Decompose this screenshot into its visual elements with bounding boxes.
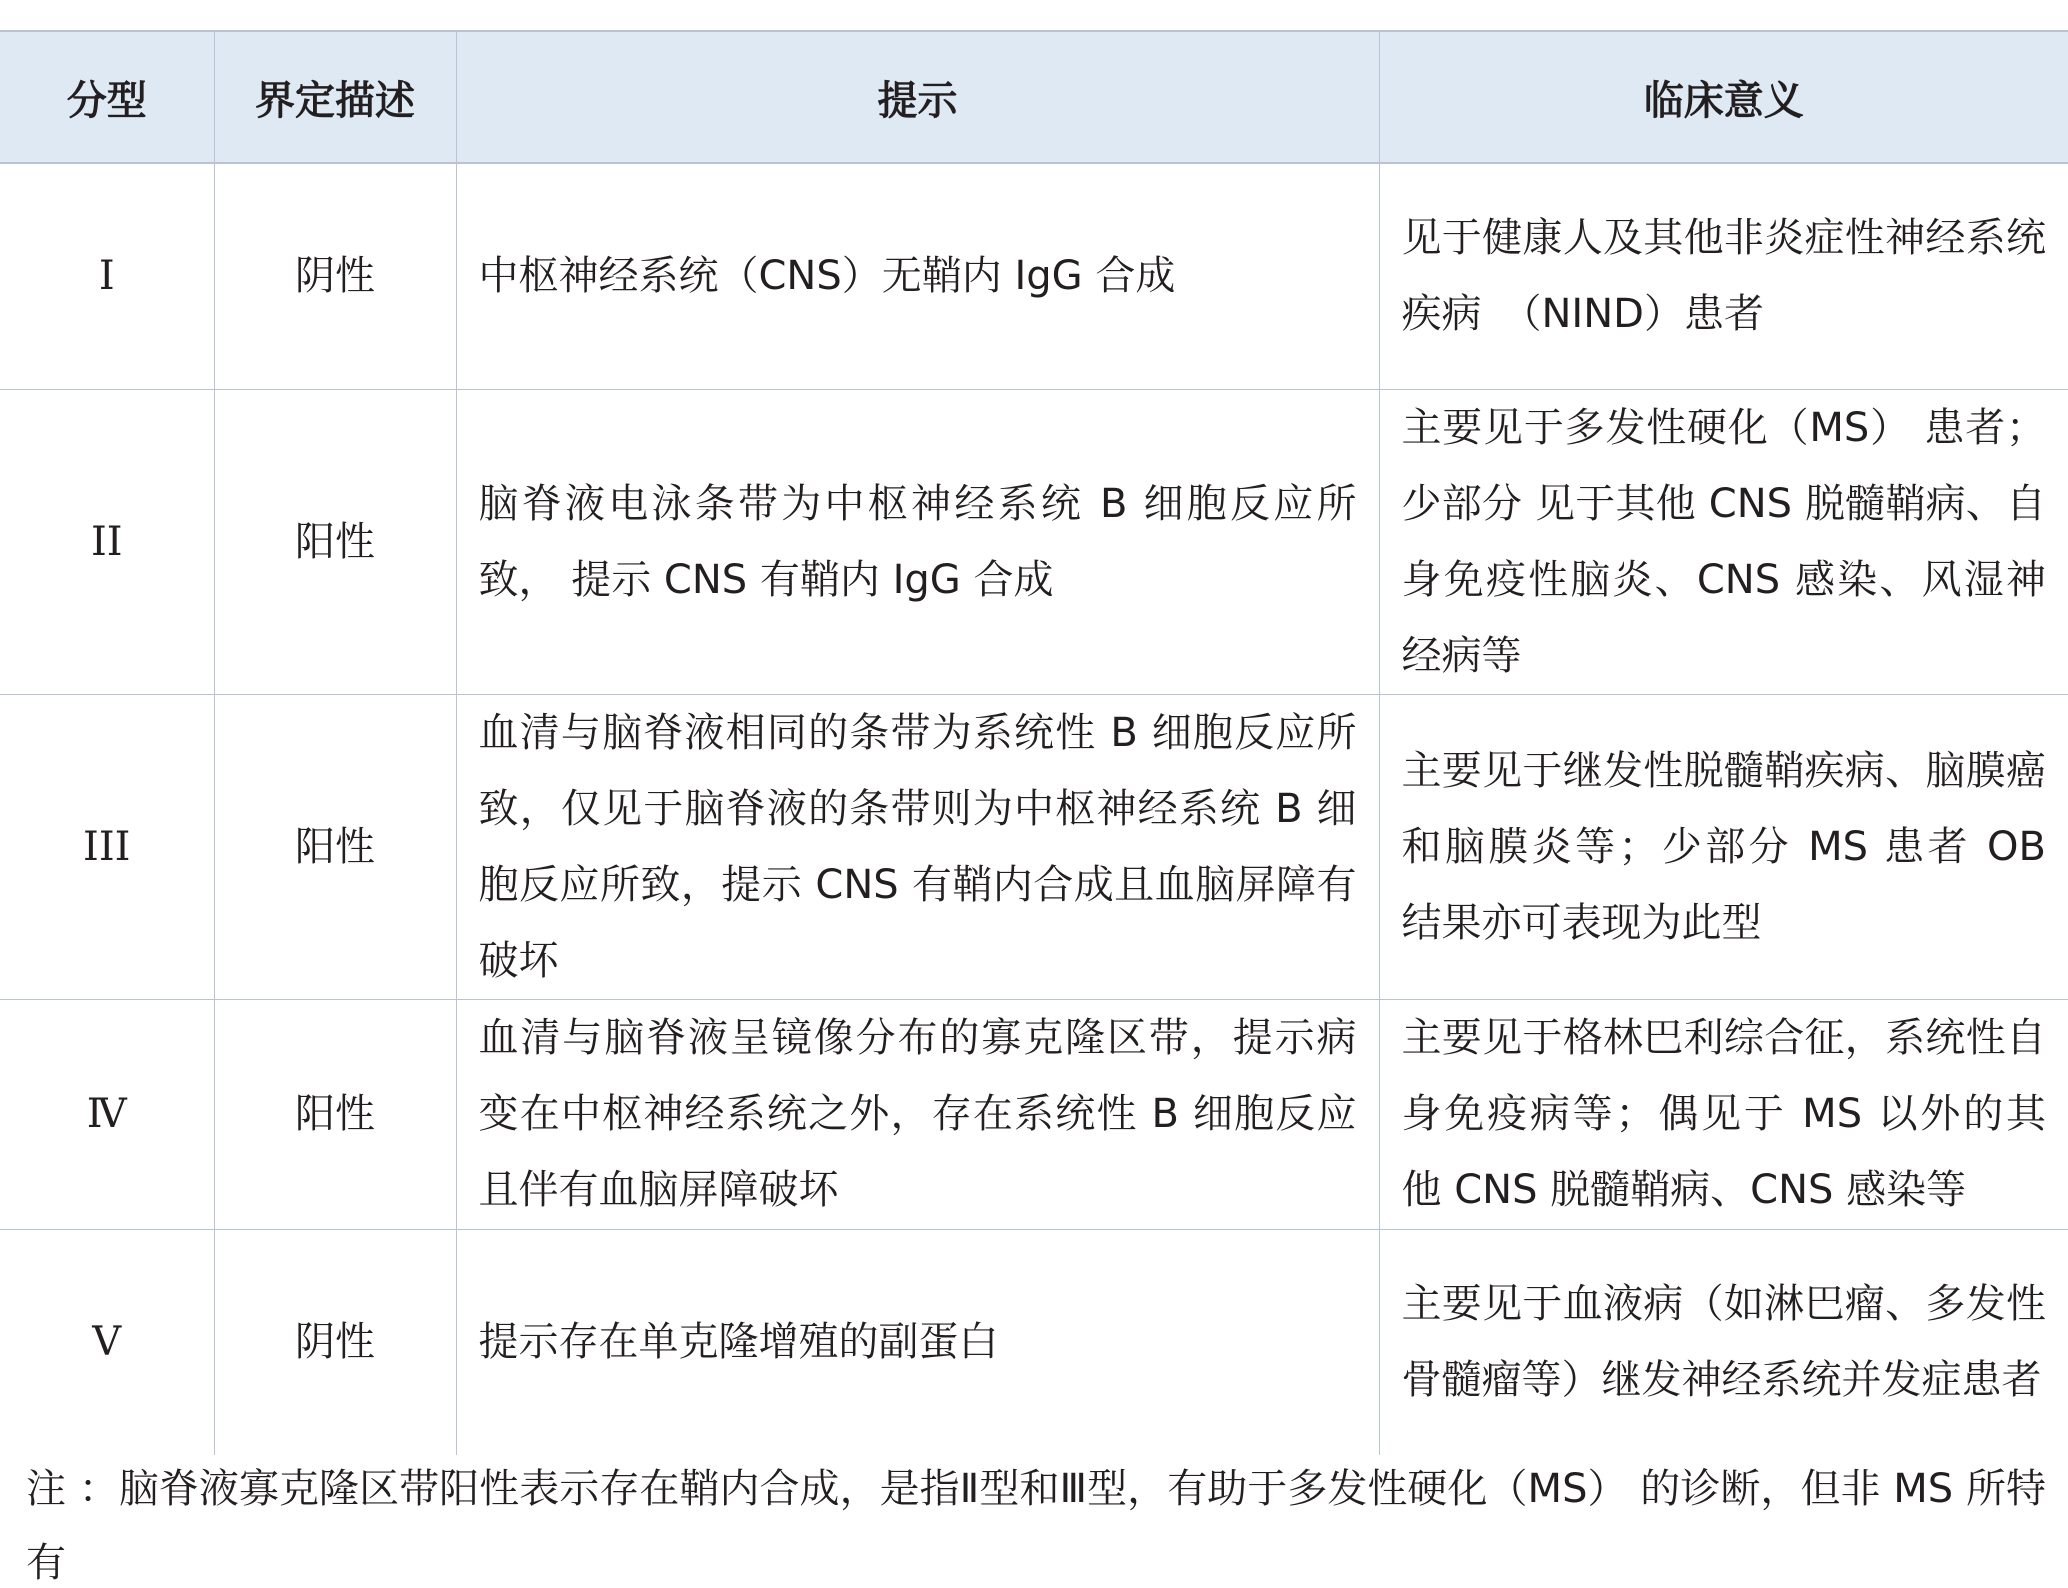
- hint-cell: 提示存在单克隆增殖的副蛋白: [456, 1229, 1379, 1455]
- top-rule: [0, 0, 2068, 32]
- header-significance: 临床意义: [1379, 31, 2068, 163]
- header-type: 分型: [0, 31, 214, 163]
- table-row: [0, 999, 2068, 1229]
- header-hint: 提示: [456, 31, 1379, 163]
- significance-cell: 主要见于多发性硬化（MS） 患者；少部分 见于其他 CNS 脱髓鞘病、自身免疫性脑炎、CNS 感染、风湿神经病等: [1379, 389, 2068, 694]
- oligoclonal-band-table: [0, 30, 2068, 1455]
- significance-cell: 主要见于血液病（如淋巴瘤、多发性骨髓瘤等）继发神经系统并发症患者: [1379, 1229, 2068, 1455]
- hint-cell: 血清与脑脊液相同的条带为系统性 B 细胞反应所致，仅见于脑脊液的条带则为中枢神经系统 B 细胞反应所致，提示 CNS 有鞘内合成且血脑屏障有破坏: [456, 694, 1379, 999]
- definition-cell: 阳性: [214, 389, 456, 694]
- table-row: [0, 389, 2068, 694]
- significance-cell: 主要见于格林巴利综合征，系统性自身免疫病等；偶见于 MS 以外的其他 CNS 脱髓鞘病、CNS 感染等: [1379, 999, 2068, 1229]
- definition-cell: 阳性: [214, 694, 456, 999]
- type-cell: II: [0, 389, 214, 694]
- type-cell: I: [0, 163, 214, 389]
- hint-cell: 血清与脑脊液呈镜像分布的寡克隆区带，提示病变在中枢神经系统之外，存在系统性 B 细胞反应且伴有血脑屏障破坏: [456, 999, 1379, 1229]
- definition-cell: 阴性: [214, 163, 456, 389]
- definition-cell: 阳性: [214, 999, 456, 1229]
- significance-cell: 见于健康人及其他非炎症性神经系统疾病 （NIND）患者: [1379, 163, 2068, 389]
- table-row: [0, 694, 2068, 999]
- table-header-row: [0, 31, 2068, 163]
- table-row: [0, 1229, 2068, 1455]
- definition-cell: 阴性: [214, 1229, 456, 1455]
- hint-cell: 中枢神经系统（CNS）无鞘内 IgG 合成: [456, 163, 1379, 389]
- hint-cell: 脑脊液电泳条带为中枢神经系统 B 细胞反应所致， 提示 CNS 有鞘内 IgG 合成: [456, 389, 1379, 694]
- table-row: [0, 163, 2068, 389]
- type-cell: V: [0, 1229, 214, 1455]
- type-cell: Ⅳ: [0, 999, 214, 1229]
- type-cell: III: [0, 694, 214, 999]
- header-definition: 界定描述: [214, 31, 456, 163]
- significance-cell: 主要见于继发性脱髓鞘疾病、脑膜癌和脑膜炎等；少部分 MS 患者 OB 结果亦可表现为此型: [1379, 694, 2068, 999]
- table-footnote: 注 ：脑脊液寡克隆区带阳性表示存在鞘内合成，是指Ⅱ型和Ⅲ型，有助于多发性硬化（MS） 的诊断，但非 MS 所特有: [26, 1466, 2046, 1586]
